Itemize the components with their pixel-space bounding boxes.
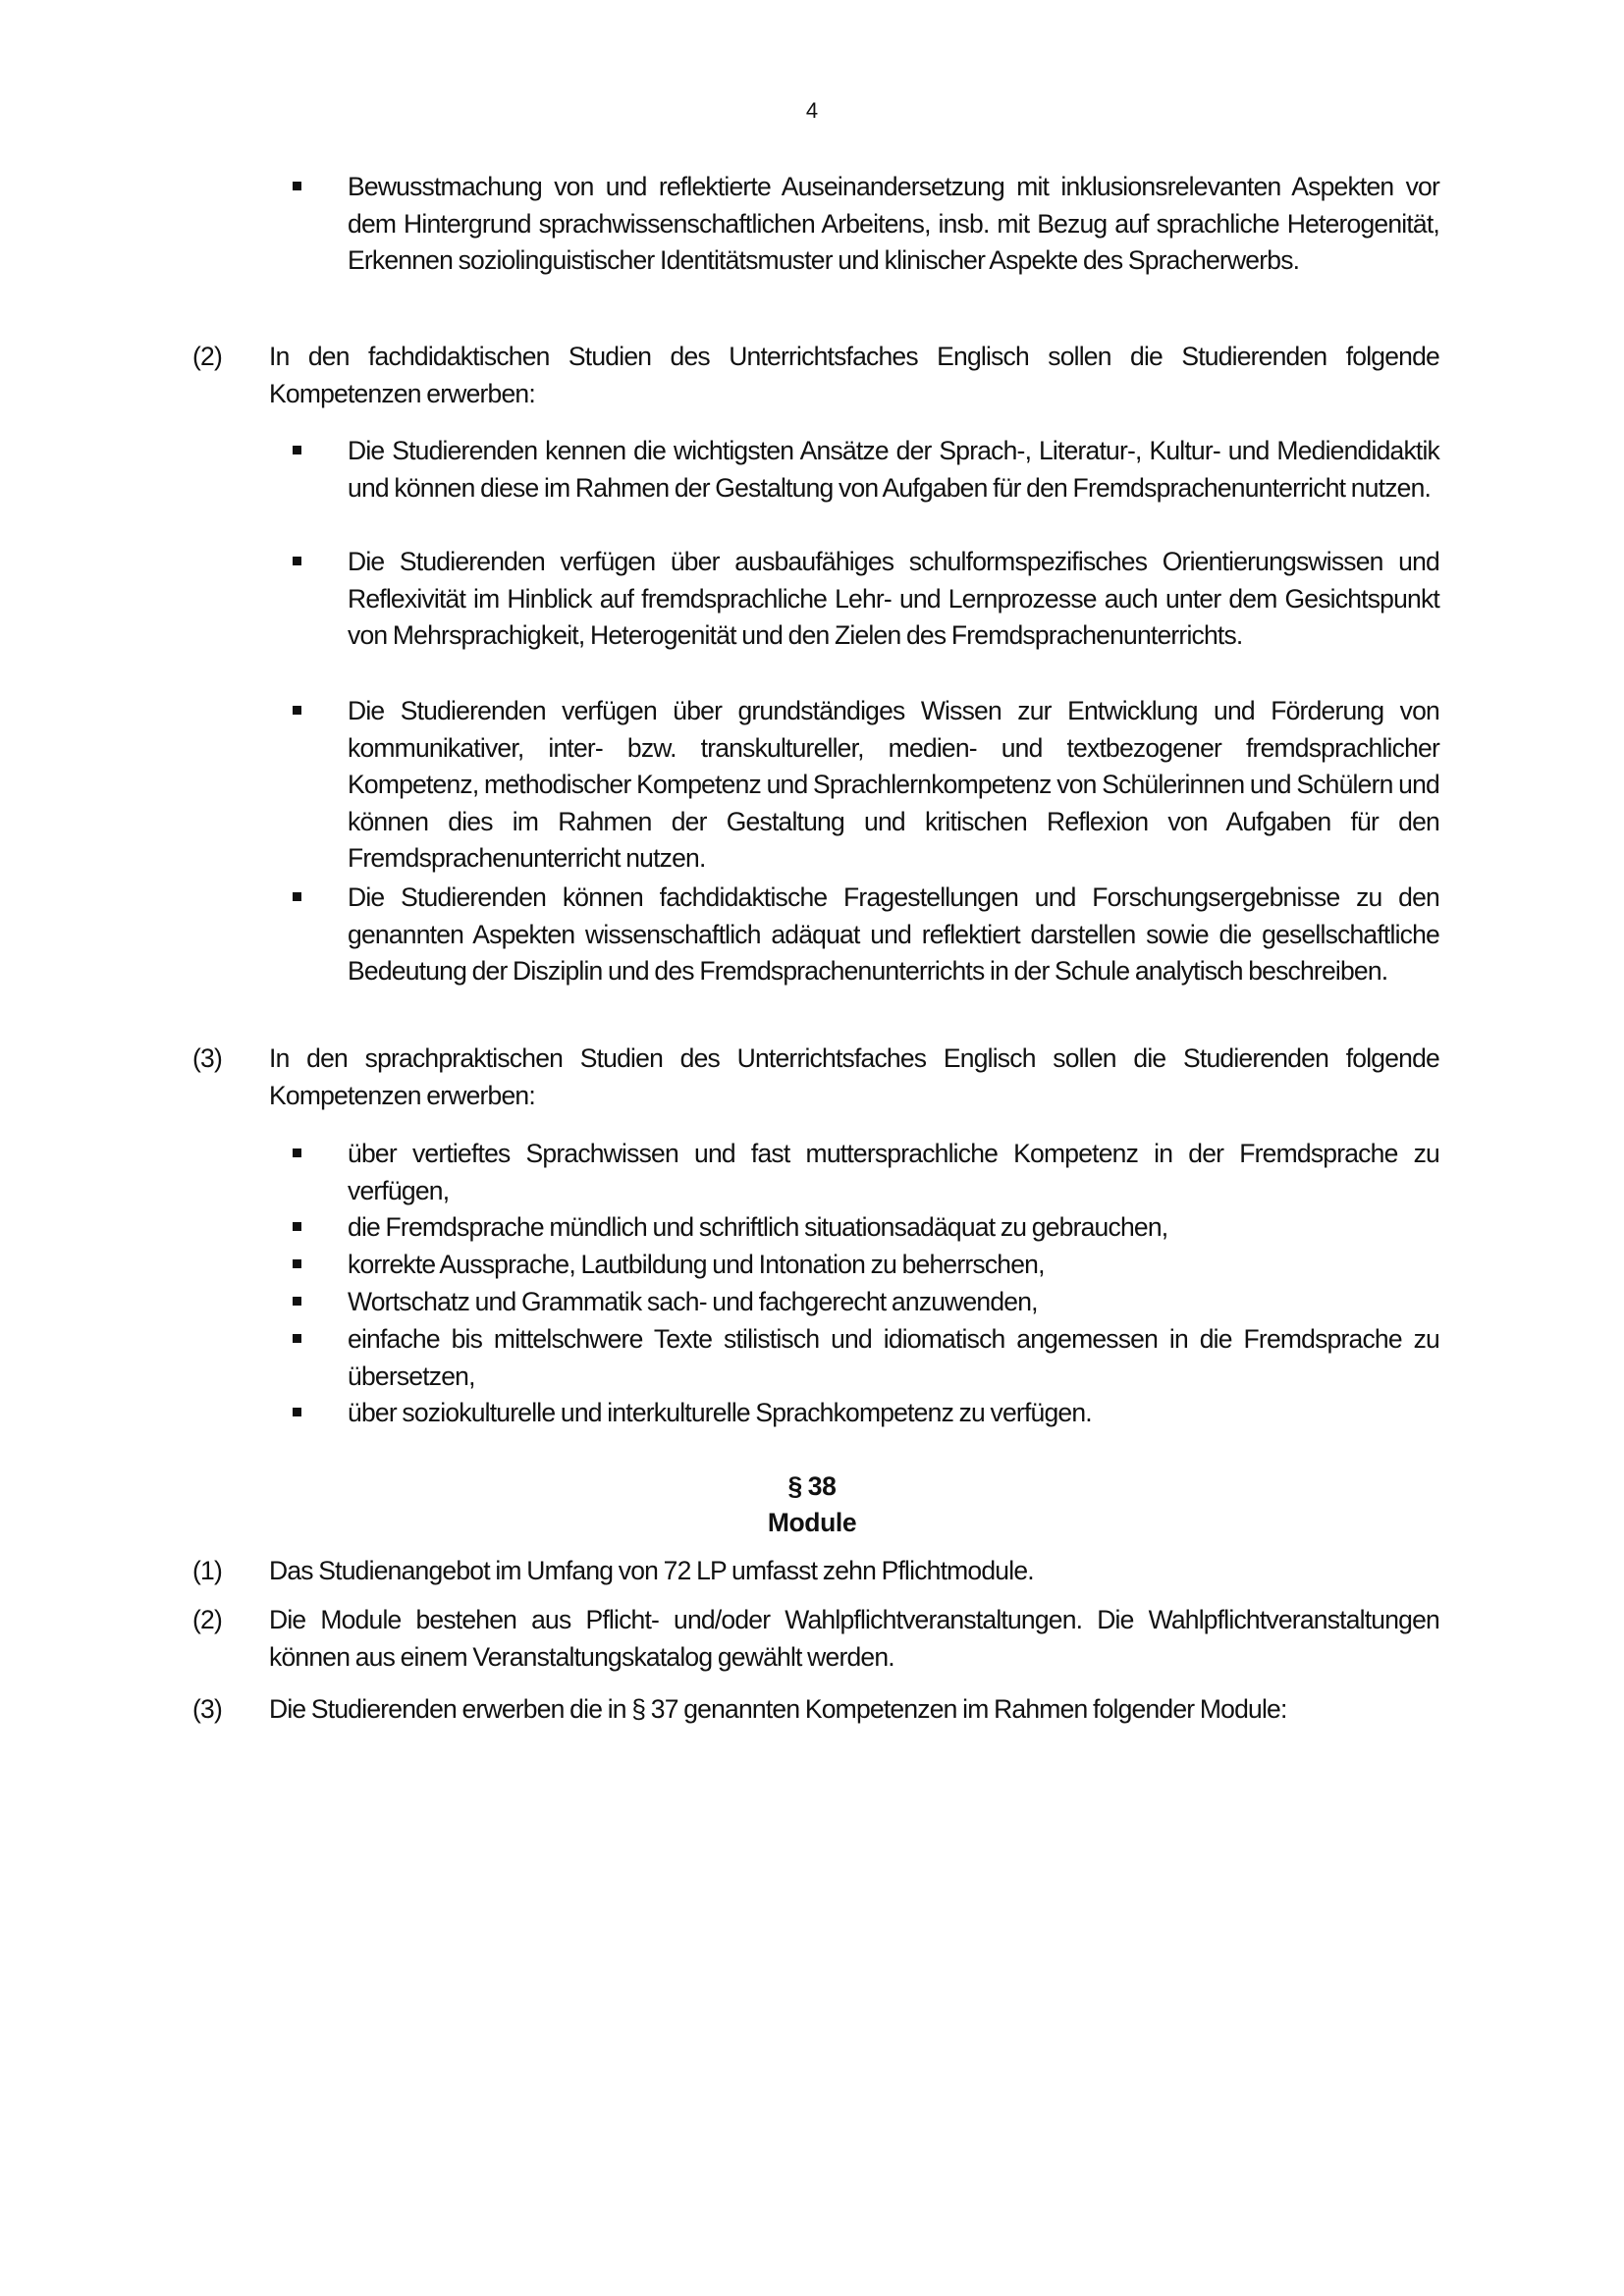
page-number: 4 — [805, 98, 819, 123]
section-heading-number: § 38 — [787, 1471, 837, 1501]
list-item: Die Studierenden verfügen über ausbaufähiges schulformspezifisches Orientierungswissen und Reflexivität im Hinblick auf fremdsprachliche Lehr- und Lernprozesse auch unter dem Gesichtspunkt von Mehrsprachigkeit, Heterogenität und den Zielen des Fremdsprachenunterrichts. — [293, 544, 1439, 655]
section-3-text: In den sprachpraktischen Studien des Unterrichtsfaches Englisch sollen die Studierenden folgende Kompetenzen erwerben: — [269, 1043, 1439, 1110]
section-3-intro — [192, 1041, 1439, 1114]
module-para-1-number: (1) — [192, 1556, 222, 1585]
bullet-inklusion: Bewusstmachung von und reflektierte Auseinandersetzung mit inklusionsrelevanten Aspekten vor dem Hintergrund sprachwissenschaftlichen Arbeitens, insb. mit Bezug auf sprachliche Heterogenität, Erkennen soziolinguistischer Identitätsmuster und klinischer Aspekte des Spracherwerbs. — [293, 169, 1439, 280]
section-heading-title: Module — [767, 1508, 857, 1537]
module-para-2-number: (2) — [192, 1605, 222, 1634]
module-para-1 — [192, 1553, 1439, 1590]
list-item: über soziokulturelle und interkulturelle Sprachkompetenz zu verfügen. — [293, 1395, 1439, 1432]
module-para-1-text: Das Studienangebot im Umfang von 72 LP umfasst zehn Pflichtmodule. — [269, 1556, 1034, 1585]
list-item: korrekte Aussprache, Lautbildung und Intonation zu beherrschen, — [293, 1247, 1439, 1284]
list-item: Die Studierenden kennen die wichtigsten Ansätze der Sprach-, Literatur-, Kultur- und Mediendidaktik und können diese im Rahmen der Gestaltung von Aufgaben für den Fremdsprachenunterricht nutzen. — [293, 433, 1439, 507]
list-item: einfache bis mittelschwere Texte stilistisch und idiomatisch angemessen in die Fremdsprache zu übersetzen, — [293, 1321, 1439, 1395]
section-2-text: In den fachdidaktischen Studien des Unterrichtsfaches Englisch sollen die Studierenden folgende Kompetenzen erwerben: — [269, 342, 1439, 408]
section-3-number: (3) — [192, 1043, 222, 1073]
list-item: über vertieftes Sprachwissen und fast muttersprachliche Kompetenz in der Fremdsprache zu verfügen, — [293, 1136, 1439, 1209]
list-item: Die Studierenden verfügen über grundständiges Wissen zur Entwicklung und Förderung von kommunikativer, inter- bzw. transkultureller, medien- und textbezogener fremdsprachlicher Kompetenz, methodischer Kompetenz und Sprachlernkompetenz von Schülerinnen und Schülern und können dies im Rahmen der Gestaltung und kritischen Reflexion von Aufgaben für den Fremdsprachenunterricht nutzen. — [293, 693, 1439, 878]
section-2-number: (2) — [192, 342, 222, 371]
list-item: Die Studierenden können fachdidaktische Fragestellungen und Forschungsergebnisse zu den genannten Aspekten wissenschaftlich adäquat und reflektiert darstellen sowie die gesellschaftliche Bedeutung der Disziplin und des Fremdsprachenunterrichts in der Schule analytisch beschreiben. — [293, 880, 1439, 990]
section-2-intro — [192, 339, 1439, 412]
module-para-3-text: Die Studierenden erwerben die in § 37 genannten Kompetenzen im Rahmen folgender Module: — [269, 1694, 1287, 1724]
module-para-3 — [192, 1691, 1439, 1729]
module-para-2-text: Die Module bestehen aus Pflicht- und/oder Wahlpflichtveranstaltungen. Die Wahlpflichtveranstaltungen können aus einem Veranstaltungskatalog gewählt werden. — [269, 1605, 1439, 1672]
list-item: die Fremdsprache mündlich und schriftlich situationsadäquat zu gebrauchen, — [293, 1209, 1439, 1247]
module-para-2 — [192, 1602, 1439, 1676]
list-item: Wortschatz und Grammatik sach- und fachgerecht anzuwenden, — [293, 1284, 1439, 1321]
module-para-3-number: (3) — [192, 1694, 222, 1724]
